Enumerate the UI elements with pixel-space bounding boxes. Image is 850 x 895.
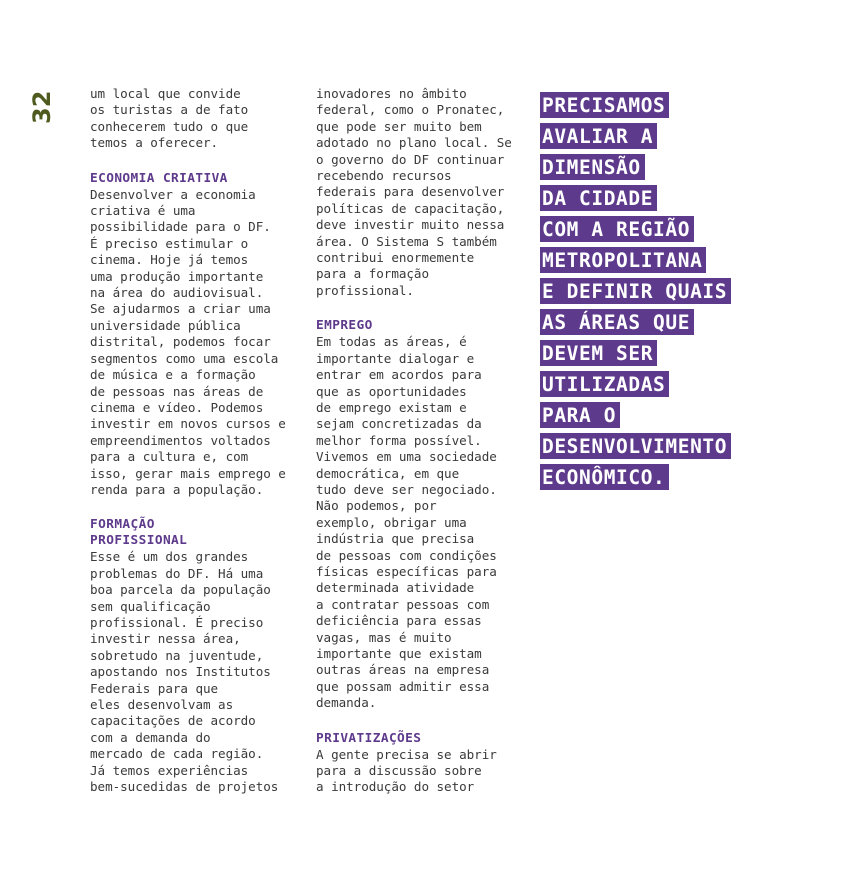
heading-formacao-profissional: FORMAÇÃO PROFISSIONAL [90,517,188,549]
text-column-1 [90,86,305,795]
body-privatizacoes: A gente precisa se abrir para a discussão sobre a introdução do setor [316,746,497,795]
pull-quote-line: AVALIAR A [540,123,657,149]
pull-quote-line: DA CIDADE [540,185,657,211]
text-column-2 [316,86,531,796]
pull-quote-line: COM A REGIÃO [540,216,694,242]
column-2-intro: inovadores no âmbito federal, como o Pronatec, que pode ser muito bem adotado no plano local. Se o governo do DF continuar recebendo recursos federais para desenvolver políticas de capacitação, deve investir muito nessa área. O Sistema S também contribui enormemente para a formação profissional. [316,86,512,298]
pull-quote-line: UTILIZADAS [540,371,669,397]
pull-quote [540,92,840,495]
heading-privatizacoes: PRIVATIZAÇÕES [316,730,422,746]
body-formacao-profissional: Esse é um dos grandes problemas do DF. Há uma boa parcela da população sem qualificação profissional. É preciso investir nessa área, sobretudo na juventude, apostando nos Institutos Federais para que eles desenvolvam as capacitações de acordo com a demanda do mercado de cada região. Já temos experiências bem-sucedidas de projetos [90,549,279,795]
body-economia-criativa: Desenvolver a economia criativa é uma possibilidade para o DF. É preciso estimular o cinema. Hoje já temos uma produção importante na área do audiovisual. Se ajudarmos a criar uma universidade pública distrital, podemos focar segmentos como uma escola de música e a formação de pessoas nas áreas de cinema e vídeo. Podemos investir em novos cursos e empreendimentos voltados para a cultura e, com isso, gerar mais emprego e renda para a população. [90,186,286,497]
heading-emprego: EMPREGO [316,318,373,334]
pull-quote-line: DESENVOLVIMENTO [540,433,731,459]
heading-economia-criativa: ECONOMIA CRIATIVA [90,170,228,186]
pull-quote-line: ECONÔMICO. [540,464,669,490]
page-number: 32 [28,90,56,124]
body-emprego: Em todas as áreas, é importante dialogar e entrar em acordos para que as oportunidades de emprego existam e sejam concretizadas da melhor forma possível. Vivemos em uma sociedade democrática, em que tudo deve ser negociado. Não podemos, por exemplo, obrigar uma indústria que precisa de pessoas com condições físicas específicas para determinada atividade a contratar pessoas com deficiência para essas vagas, mas é muito importante que existam outras áreas na empresa que possam admitir essa demanda. [316,334,497,711]
pull-quote-line: METROPOLITANA [540,247,706,273]
pull-quote-line: PARA O [540,402,620,428]
pull-quote-line: AS ÁREAS QUE [540,309,694,335]
pull-quote-line: PRECISAMOS [540,92,669,118]
pull-quote-line: DEVEM SER [540,340,657,366]
pull-quote-line: E DEFINIR QUAIS [540,278,731,304]
column-1-intro: um local que convide os turistas a de fato conhecerem tudo o que temos a oferecer. [90,86,249,151]
pull-quote-line: DIMENSÃO [540,154,645,180]
